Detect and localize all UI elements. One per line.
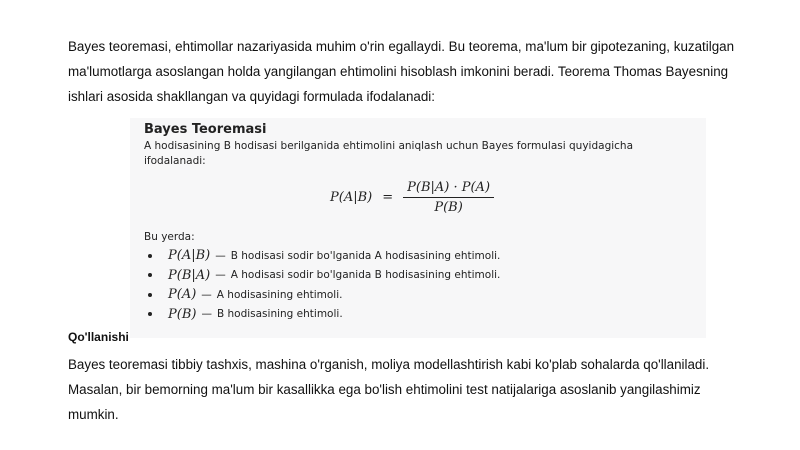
list-item: [148, 266, 500, 286]
bayes-theorem-card: [130, 118, 706, 338]
definition-text: B hodisasining ehtimoli.: [216, 308, 343, 321]
bayes-formula: [330, 180, 494, 215]
bullet-icon: [148, 293, 152, 297]
bullet-icon: [148, 312, 152, 316]
definition-text: B hodisasi sodir bo'lganida A hodisasining ehtimoli.: [230, 249, 501, 262]
section-heading: Qo'llanishi: [68, 330, 129, 344]
formula-denominator: P(B): [434, 200, 463, 215]
definition-symbol: P(A): [168, 287, 197, 303]
definition-dash: —: [201, 288, 212, 301]
card-description: A hodisasining B hodisasi berilganida ehtimolini aniqlash uchun Bayes formulasi quyidagicha ifodalanadi:: [144, 140, 634, 167]
definition-symbol: P(B|A): [168, 267, 211, 283]
list-item: [148, 305, 500, 325]
formula-fraction: [403, 180, 494, 215]
bullet-icon: [148, 273, 152, 277]
definition-symbol: P(B): [168, 306, 197, 322]
formula-numerator: P(B|A) · P(A): [403, 180, 494, 198]
list-item: [148, 285, 500, 305]
definition-dash: —: [201, 308, 212, 321]
formula-lhs: P(A|B): [330, 190, 373, 205]
usage-paragraph: Bayes teoremasi tibbiy tashxis, mashina o'rganish, moliya modellashtirish kabi ko'plab sohalarda qo'llaniladi. Masalan, bir bemorning ma'lum bir kasallikka ega bo'lish ehtimolini test natijalariga asoslanib yangilashimiz mumkin.: [68, 357, 710, 422]
bullet-icon: [148, 254, 152, 258]
intro-paragraph: Bayes teoremasi, ehtimollar nazariyasida muhim o'rin egallaydi. Bu teorema, ma'lum bir gipotezaning, kuzatilgan ma'lumotlarga asoslangan holda yangilangan ehtimolini hisoblash imkonini beradi. Teorema Thomas Bayesning ishlari asosida shakllangan va quyidagi formulada ifodalanadi:: [68, 39, 735, 104]
card-title: Bayes Teoremasi: [144, 122, 267, 137]
formula-equals: =: [382, 190, 394, 205]
list-item: [148, 246, 500, 266]
definition-text: A hodisasi sodir bo'lganida B hodisasining ehtimoli.: [230, 269, 501, 282]
definition-symbol: P(A|B): [168, 248, 211, 264]
definitions-list: [148, 246, 500, 324]
definition-dash: —: [215, 249, 226, 262]
definition-text: A hodisasining ehtimoli.: [216, 288, 343, 301]
definition-dash: —: [215, 269, 226, 282]
where-label: Bu yerda:: [144, 231, 195, 243]
